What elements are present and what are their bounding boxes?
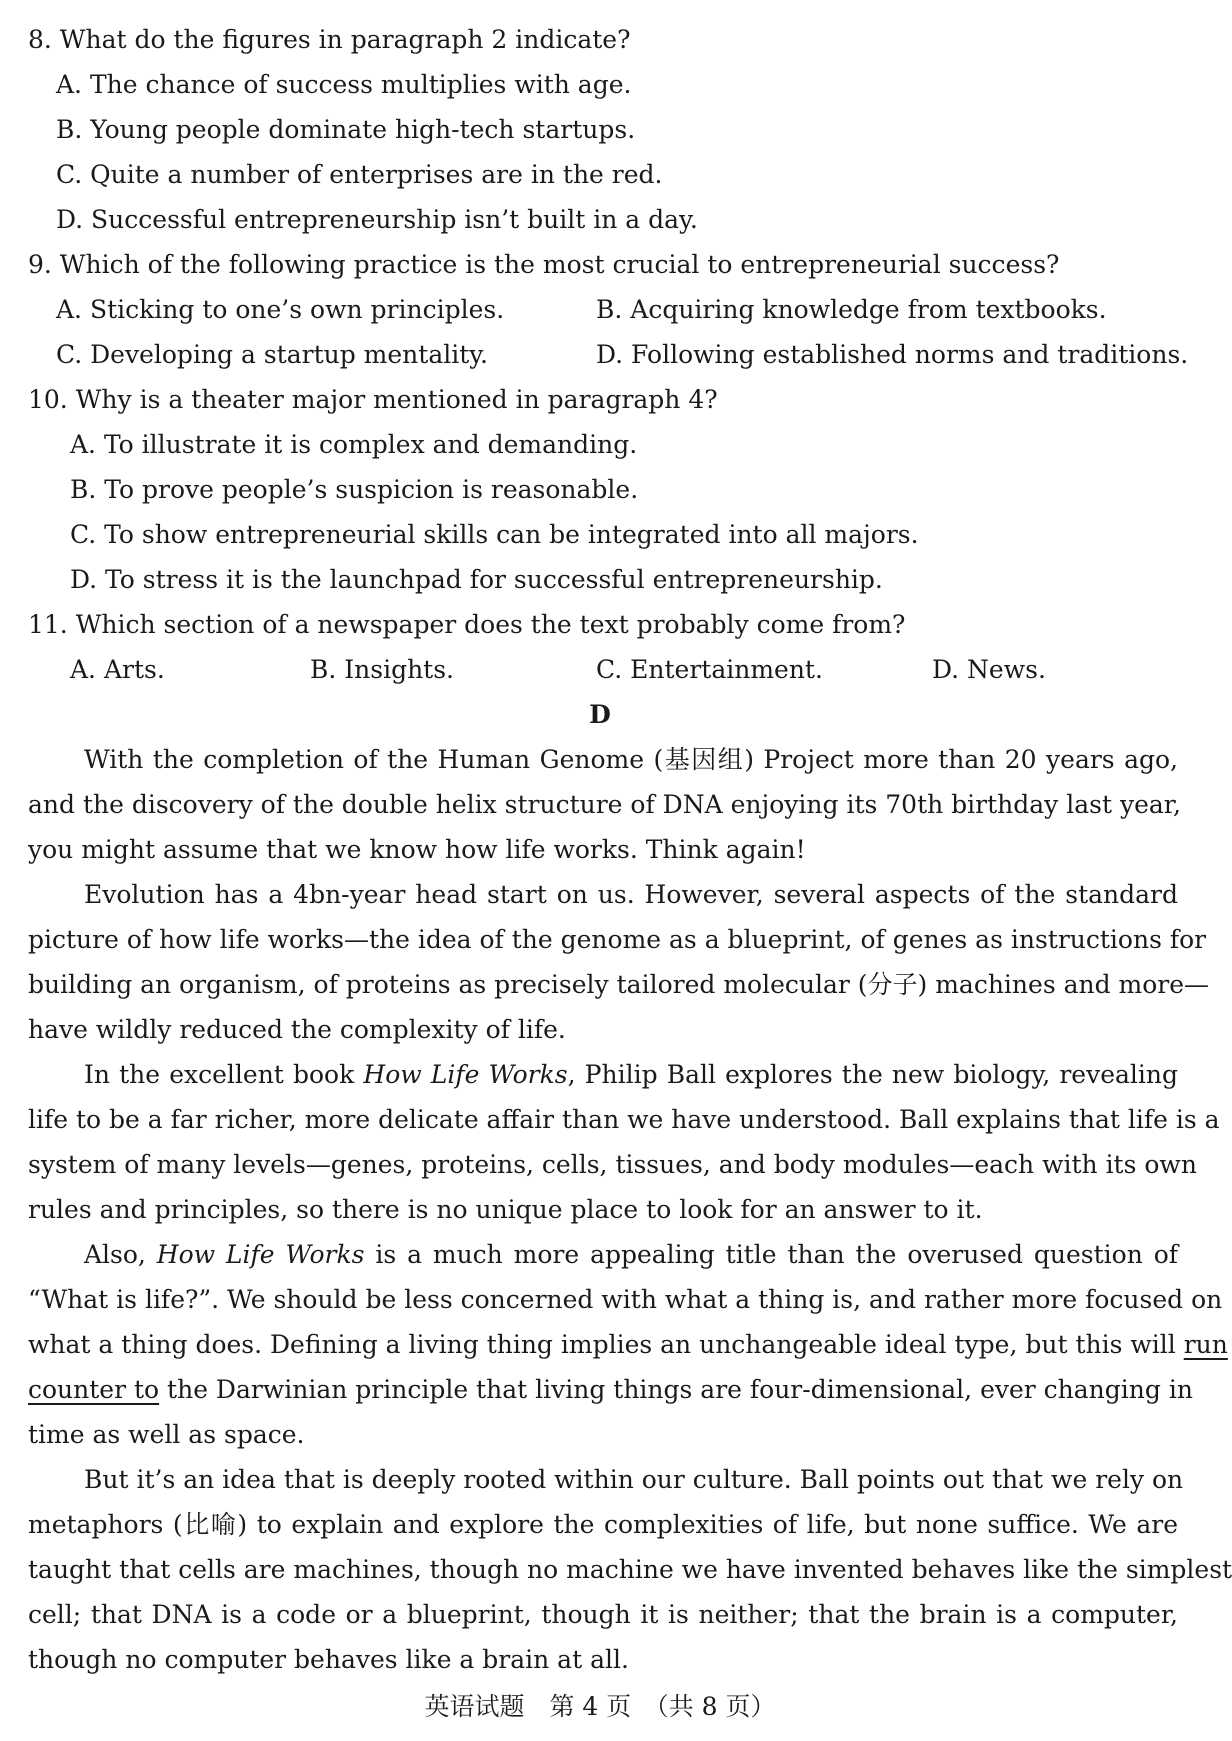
- passage-line: have wildly reduced the complexity of life.: [28, 1015, 566, 1044]
- passage-line: life to be a far richer, more delicate affair than we have understood. Ball explains that life is a: [28, 1105, 1220, 1134]
- underlined-phrase: counter to: [28, 1375, 160, 1404]
- q10-option-a: A. To illustrate it is complex and demanding.: [70, 430, 638, 459]
- q8-option-b: B. Young people dominate high-tech startups.: [56, 115, 636, 144]
- passage-line: cell; that DNA is a code or a blueprint, though it is neither; that the brain is a computer,: [28, 1600, 1178, 1629]
- q10-option-d: D. To stress it is the launchpad for successful entrepreneurship.: [70, 565, 883, 594]
- passage-line: you might assume that we know how life works. Think again!: [28, 835, 806, 864]
- q9-option-c: C. Developing a startup mentality.: [56, 340, 489, 369]
- passage-line: Evolution has a 4bn-year head start on us. However, several aspects of the standard: [84, 880, 1178, 909]
- passage-line: taught that cells are machines, though no machine we have invented behaves like the simplest: [28, 1555, 1232, 1584]
- q8-option-c: C. Quite a number of enterprises are in the red.: [56, 160, 663, 189]
- page-footer: 英语试题 第 4 页 （共 8 页）: [424, 1692, 776, 1721]
- passage-line: counter to the Darwinian principle that living things are four-dimensional, ever changing in: [28, 1375, 1193, 1404]
- question-10: 10. Why is a theater major mentioned in paragraph 4?: [28, 385, 718, 414]
- q10-option-b: B. To prove people’s suspicion is reasonable.: [70, 475, 639, 504]
- passage-line: system of many levels—genes, proteins, cells, tissues, and body modules—each with its own: [28, 1150, 1197, 1179]
- passage-line: rules and principles, so there is no unique place to look for an answer to it.: [28, 1195, 983, 1224]
- question-8: 8. What do the figures in paragraph 2 indicate?: [28, 25, 631, 54]
- q9-option-a: A. Sticking to one’s own principles.: [56, 295, 505, 324]
- question-9: 9. Which of the following practice is the most crucial to entrepreneurial success?: [28, 250, 1060, 279]
- q8-option-d: D. Successful entrepreneurship isn’t built in a day.: [56, 205, 698, 234]
- passage-line: what a thing does. Defining a living thing implies an unchangeable ideal type, but this will run: [28, 1330, 1228, 1359]
- q11-option-a: A. Arts.: [70, 655, 165, 684]
- q11-option-d: D. News.: [932, 655, 1046, 684]
- underlined-phrase: run: [1183, 1330, 1228, 1359]
- book-title: How Life Works: [156, 1240, 365, 1269]
- q8-option-a: A. The chance of success multiplies with age.: [56, 70, 632, 99]
- passage-line: But it’s an idea that is deeply rooted within our culture. Ball points out that we rely on: [84, 1465, 1184, 1494]
- passage-line: “What is life?”. We should be less concerned with what a thing is, and rather more focused on: [28, 1285, 1223, 1314]
- passage-line: metaphors (比喻) to explain and explore the complexities of life, but none suffice. We are: [28, 1510, 1178, 1539]
- book-title: How Life Works: [363, 1060, 568, 1089]
- passage-line: picture of how life works—the idea of the genome as a blueprint, of genes as instructions for: [28, 925, 1207, 954]
- passage-line: building an organism, of proteins as precisely tailored molecular (分子) machines and more—: [28, 970, 1210, 999]
- q10-option-c: C. To show entrepreneurial skills can be integrated into all majors.: [70, 520, 919, 549]
- passage-line: With the completion of the Human Genome (基因组) Project more than 20 years ago,: [84, 745, 1178, 774]
- q9-option-d: D. Following established norms and traditions.: [596, 340, 1189, 369]
- passage-line: time as well as space.: [28, 1420, 305, 1449]
- q11-option-c: C. Entertainment.: [596, 655, 823, 684]
- passage-line: though no computer behaves like a brain at all.: [28, 1645, 629, 1674]
- section-heading: D: [589, 700, 611, 729]
- q9-option-b: B. Acquiring knowledge from textbooks.: [596, 295, 1107, 324]
- passage-line: In the excellent book How Life Works, Philip Ball explores the new biology, revealing: [84, 1060, 1178, 1089]
- question-11: 11. Which section of a newspaper does the text probably come from?: [28, 610, 906, 639]
- passage-line: and the discovery of the double helix structure of DNA enjoying its 70th birthday last year,: [28, 790, 1181, 819]
- q11-option-b: B. Insights.: [310, 655, 454, 684]
- passage-line: Also, How Life Works is a much more appealing title than the overused question of: [84, 1240, 1178, 1269]
